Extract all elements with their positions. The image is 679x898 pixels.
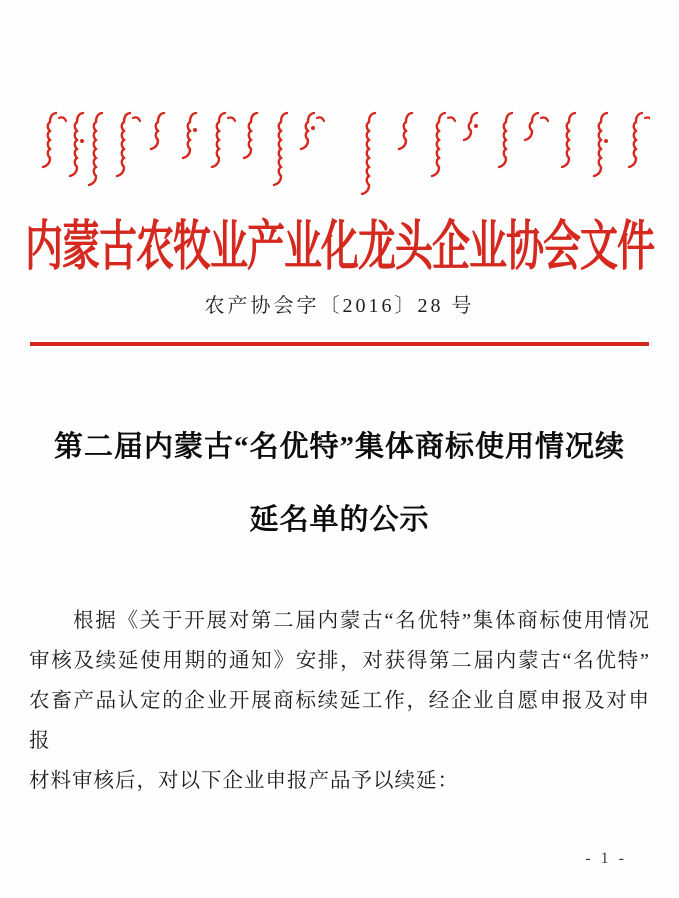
body-line-1: 根据《关于开展对第二届内蒙古“名优特”集体商标使用情况	[73, 610, 650, 632]
red-separator-line	[30, 342, 649, 346]
notice-title-line-2: 延名单的公示	[249, 504, 430, 536]
body-line-3: 农畜产品认定的企业开展商标续延工作，经企业自愿申报及对申报	[29, 690, 650, 752]
mongolian-script-banner-icon	[30, 110, 650, 195]
body-paragraph	[29, 601, 650, 801]
notice-title-line-1: 第二届内蒙古“名优特”集体商标使用情况续	[53, 431, 625, 463]
document-number: 农产协会字〔2016〕28 号	[204, 295, 475, 317]
agency-banner-title: 内蒙古农牧业产业化龙头企业协会文件	[24, 217, 654, 278]
notice-title	[0, 411, 679, 557]
page-number: - 1 -	[585, 850, 627, 867]
body-line-2: 审核及续延使用期的通知》安排，对获得第二届内蒙古“名优特”	[29, 650, 650, 672]
body-line-4: 材料审核后，对以下企业申报产品予以续延：	[29, 770, 459, 792]
